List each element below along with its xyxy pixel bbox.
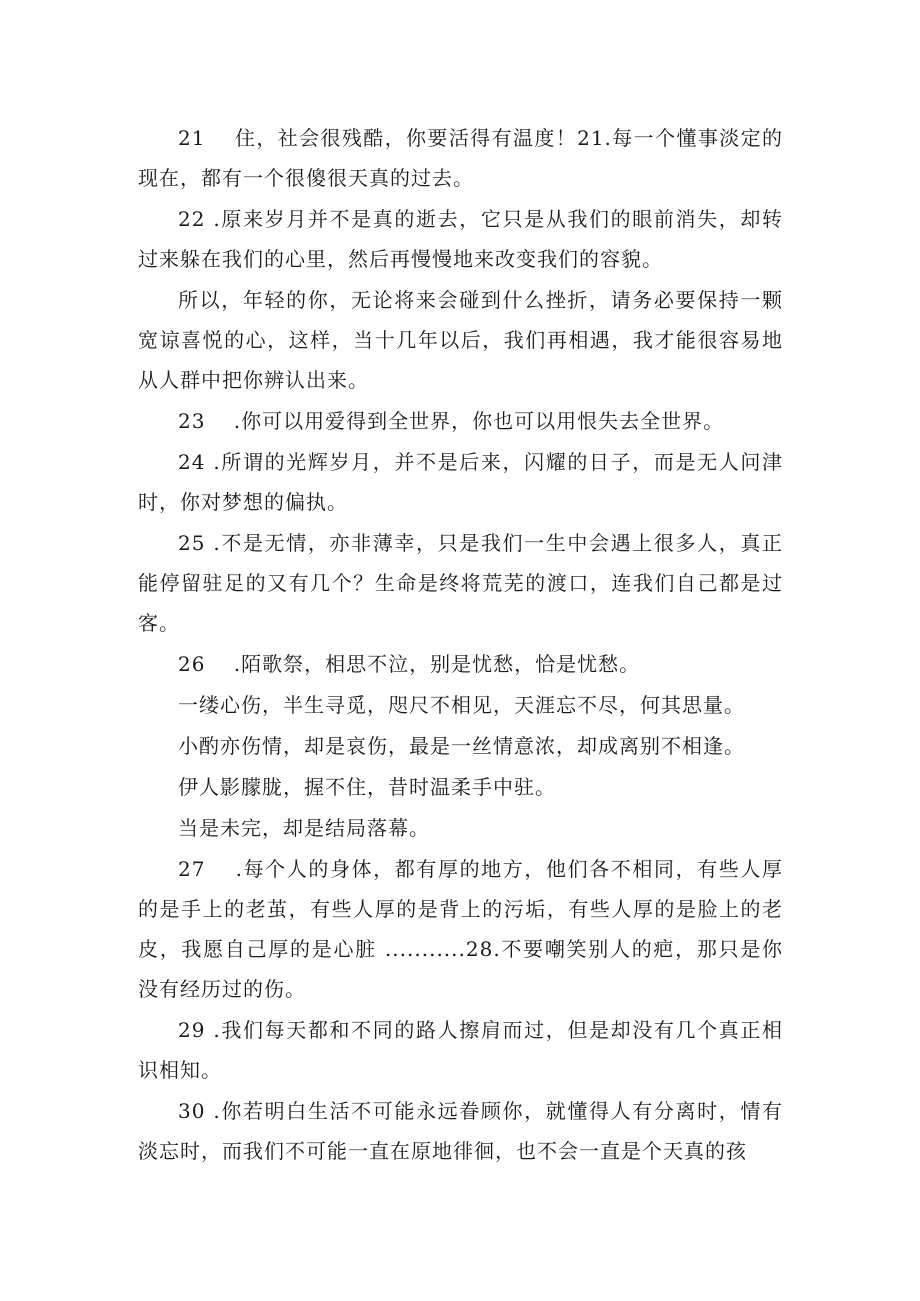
paragraph-23: 23 .你可以用爱得到全世界，你也可以用恨失去全世界。: [178, 409, 725, 433]
paragraph-25: 25 .不是无情，亦非薄幸，只是我们一生中会遇上很多人，真正能停留驻足的又有几个？生命是终将荒芜的渡口，连我们自己都是过客。: [138, 531, 783, 635]
poem-line-4: 当是未完，却是结局落幕。: [178, 816, 430, 840]
poem-line-1: 一缕心伤，半生寻觅，咫尺不相见，天涯忘不尽，何其思量。: [178, 693, 745, 717]
poem-line-2: 小酌亦伤情，却是哀伤，最是一丝情意浓，却成离别不相逢。: [178, 734, 745, 758]
paragraph-30: 30 .你若明白生活不可能永远眷顾你，就懂得人有分离时，情有淡忘时，而我们不可能一直在原地徘徊，也不会一直是个天真的孩: [138, 1099, 783, 1163]
poem-line-3: 伊人影朦胧，握不住，昔时温柔手中驻。: [178, 775, 556, 799]
paragraph-22-continued: 所以，年轻的你，无论将来会碰到什么挫折，请务必要保持一颗宽谅喜悦的心，这样，当十几年以后，我们再相遇，我才能很容易地从人群中把你辨认出来。: [138, 288, 783, 392]
paragraph-21: 21 住，社会很残酷，你要活得有温度！21.每一个懂事淡定的现在，都有一个很傻很天真的过去。: [138, 126, 783, 190]
document-body: [138, 118, 783, 1172]
paragraph-22: 22 .原来岁月并不是真的逝去，它只是从我们的眼前消失，却转过来躲在我们的心里，然后再慢慢地来改变我们的容貌。: [138, 207, 783, 271]
paragraph-26: 26 .陌歌祭，相思不泣，别是忧愁，恰是忧愁。: [178, 652, 641, 676]
paragraph-27: 27 .每个人的身体，都有厚的地方，他们各不相同，有些人厚的是手上的老茧，有些人厚的是背上的污垢，有些人厚的是脸上的老皮，我愿自己厚的是心脏 ...........28.不要嘲笑别人的疤，那只是你没有经历过的伤。: [138, 857, 783, 1001]
paragraph-24: 24 .所谓的光辉岁月，并不是后来，闪耀的日子，而是无人问津时，你对梦想的偏执。: [138, 450, 783, 514]
paragraph-29: 29 .我们每天都和不同的路人擦肩而过，但是却没有几个真正相识相知。: [138, 1018, 783, 1082]
